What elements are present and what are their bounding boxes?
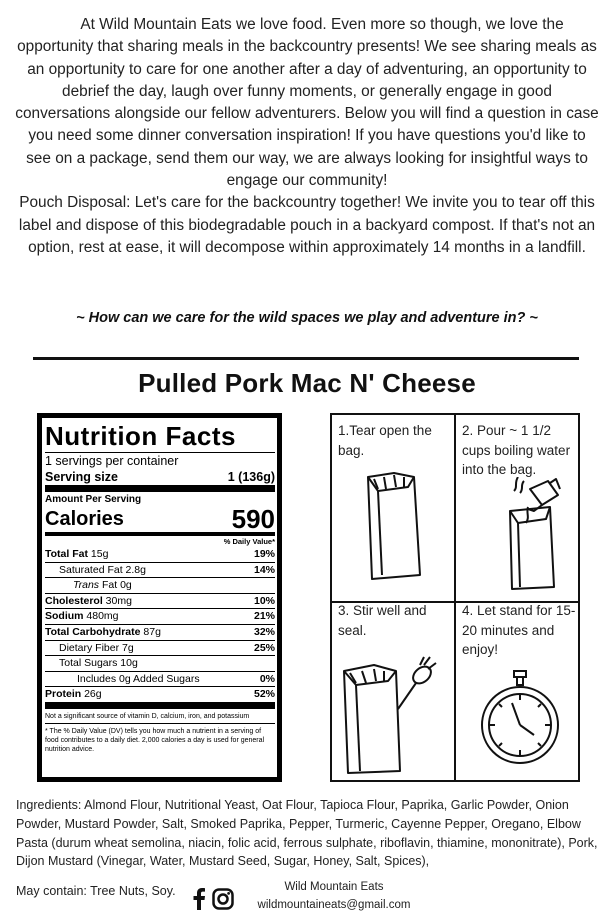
direction-text: Stir well and seal.	[338, 603, 427, 638]
allergen-warning: May contain: Tree Nuts, Soy.	[16, 884, 176, 898]
pouch-disposal-paragraph: Pouch Disposal: Let's care for the backcountry together! We invite you to tear off this label and dispose of this biodegradable pouch in a backyard compost. If that's not an option, rest at ease, it will decompose within approximately 14 months in a landfill.	[18, 194, 596, 256]
nutrient-daily-value: 0%	[259, 672, 275, 685]
nutrient-rows	[45, 547, 275, 702]
nutrient-label: Sodium	[45, 610, 84, 623]
nutrient-amount: 15g	[87, 548, 109, 560]
pouring-kettle-icon	[490, 477, 562, 593]
pouch-icon	[364, 471, 424, 583]
nutrient-row	[45, 562, 275, 578]
direction-step-4: 4. Let stand for 15-20 minutes and enjoy!	[462, 603, 576, 657]
divider	[33, 357, 579, 360]
direction-step-3: 3. Stir well and seal.	[338, 603, 427, 638]
ingredients	[16, 796, 604, 871]
servings-per-container: 1 servings per container	[45, 454, 179, 468]
nutrient-amount: 10g	[117, 657, 138, 670]
calories-value: 590	[231, 504, 275, 534]
nutrient-row	[45, 686, 275, 702]
serving-size-label: Serving size	[45, 470, 118, 484]
nutrient-row	[45, 624, 275, 640]
nutrient-row	[45, 608, 275, 624]
nutrient-amount: 26g	[81, 688, 102, 701]
brand-contact	[244, 878, 424, 914]
brand-name: Wild Mountain Eats	[284, 881, 384, 893]
nutrient-daily-value: 21%	[253, 610, 275, 623]
nutrient-daily-value: 25%	[253, 641, 275, 654]
serving-size	[45, 470, 275, 485]
nutrient-label: Total Sugars	[59, 657, 118, 670]
nutrient-amount: 2.8g	[122, 563, 146, 576]
nutrient-daily-value: 52%	[253, 688, 275, 701]
nutrient-label: Total Fat	[45, 548, 88, 560]
direction-text: Pour ~ 1 1/2 cups boiling water into the bag.	[462, 423, 571, 477]
nutrient-row	[45, 671, 275, 687]
nutrition-facts-heading: Nutrition Facts	[45, 421, 236, 451]
nutrient-label: Protein	[45, 688, 82, 701]
pouch-with-spork-icon	[340, 635, 452, 775]
product-title: Pulled Pork Mac N' Cheese	[138, 368, 476, 398]
amount-per-serving: Amount Per Serving	[45, 494, 142, 505]
nutrient-amount: Fat 0g	[99, 579, 132, 592]
nutrient-amount: 30mg	[102, 594, 132, 607]
nutrient-label: Dietary Fiber	[59, 641, 120, 654]
stopwatch-icon	[478, 669, 562, 769]
direction-step-1: 1.Tear open the bag.	[338, 423, 432, 458]
intro-paragraph: At Wild Mountain Eats we love food. Even more so though, we love the opportunity that sharing meals in the backcountry presents! We see sharing meals as an opportunity to care for one another after a day of adventuring, an opportunity to debrief the day, laugh over funny moments, or generally engage in good conversations alongside our fellow adventurers. Below you will find a question in case you need some dinner conversation inspiration! If you have questions you'd like to see on a package, send them our way, we are always looking for insightful ways to engage our community!	[15, 16, 599, 190]
nutrient-row	[45, 655, 275, 671]
nutrient-amount: 480mg	[83, 610, 119, 623]
direction-step-2: 2. Pour ~ 1 1/2 cups boiling water into the bag.	[462, 423, 571, 477]
nutrient-daily-value: 14%	[253, 563, 275, 576]
nutrition-note: Not a significant source of vitamin D, calcium, iron, and potassium	[45, 712, 250, 720]
nutrient-row	[45, 640, 275, 656]
social-links	[192, 888, 234, 910]
nutrient-label: Includes 0g Added Sugars	[77, 672, 200, 685]
nutrient-amount: 7g	[119, 641, 134, 654]
direction-text: Tear open the bag.	[338, 423, 432, 458]
calories-row	[45, 506, 275, 532]
intro-text	[14, 14, 600, 259]
serving-size-value: 1 (136g)	[227, 470, 275, 484]
nutrient-row	[45, 577, 275, 593]
instagram-icon[interactable]	[212, 888, 234, 910]
nutrient-daily-value: 32%	[253, 625, 275, 638]
direction-text: Let stand for 15-20 minutes and enjoy!	[462, 603, 576, 657]
nutrient-daily-value: 10%	[253, 594, 275, 607]
nutrient-daily-value: 19%	[253, 548, 275, 560]
calories-label: Calories	[45, 508, 124, 530]
daily-value-footnote: * The % Daily Value (DV) tells you how much a nutrient in a serving of food contributes to a daily diet. 2,000 calories a day is used for general nutrition advice.	[45, 727, 265, 753]
nutrient-amount: 87g	[140, 625, 161, 638]
conversation-question: ~ How can we care for the wild spaces we play and adventure in? ~	[76, 310, 538, 326]
ingredients-text: Ingredients: Almond Flour, Nutritional Yeast, Oat Flour, Tapioca Flour, Paprika, Garlic Powder, Onion Powder, Mustard Powder, Salt, Smoked Paprika, Pepper, Turmeric, Cayenne Pepper, Oregano, Elbow Pasta (durum wheat semolina, niacin, folic acid, ferrous sulphate, riboflavin, thiamine, mononitrate), Pork, Dijon Mustard (Vinegar, Water, Mustard Seed, Sugar, Honey, Salt, Spices),	[16, 798, 598, 869]
brand-email[interactable]: wildmountaineats@gmail.com	[257, 899, 411, 911]
nutrient-label: Cholesterol	[45, 594, 103, 607]
nutrition-facts-panel	[37, 413, 282, 782]
nutrient-label: Saturated Fat	[59, 563, 123, 576]
facebook-icon[interactable]	[192, 888, 206, 910]
nutrient-row	[45, 593, 275, 609]
directions-grid	[330, 413, 580, 782]
nutrient-label: Trans	[73, 579, 100, 592]
daily-value-header: % Daily Value*	[223, 537, 275, 546]
nutrient-label: Total Carbohydrate	[45, 625, 141, 638]
nutrient-row	[45, 547, 275, 562]
